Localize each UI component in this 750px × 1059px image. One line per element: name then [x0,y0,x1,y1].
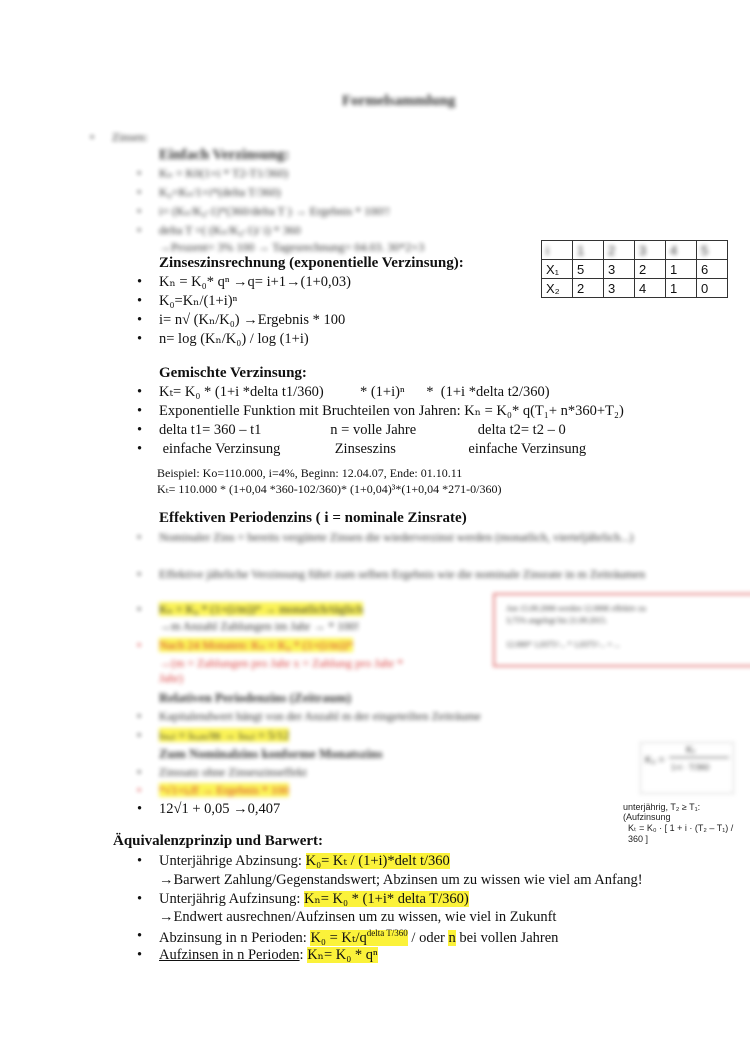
list-item: • Kₙ = K₀* qⁿ →q= i+1→(1+0,03) [159,274,351,291]
list-item: • Zinssatz ohne Zinseszinseffekt [159,765,307,780]
list-item-sub: →(m = Zahlungen pro Jahr x = Zahlung pro Jahr * [159,656,404,670]
table-row: X₂ 2 3 4 1 0 [542,279,728,298]
unterjaehrig-formula: Kₜ = K₀ · [ 1 + i · (T₂ – T₁) / 360 ] [628,823,734,844]
list-item: • i= (Kₙ/K₀-1)*(360/delta T ) → Ergebnis * 100!! [159,204,390,219]
list-item: • Kₙ = K₀ * (1+(i/m))ᵐ → monatlich/täglich [159,602,363,617]
aequivalenz-heading: Äquivalenzprinzip und Barwert: [113,833,324,849]
list-item: • Kₜ= K₀ * (1+i *delta t1/360) * (1+i)ⁿ * (1+i *delta t2/360) [159,384,550,401]
beispiel-line-1: Beispiel: Ko=110.000, i=4%, Beginn: 12.04.07, Ende: 01.10.11 [157,466,463,480]
list-item: • Nach 24 Monaten: Kₙ = K₀ * (1+(i/m))ᵐ [159,638,353,653]
list-item: • Effektive jährliche Verzinsung führt zum selben Ergebnis wie die nominale Zinsrate in m Zeiträumen [159,567,645,582]
list-item: • delta t1= 360 – t1 n = volle Jahre delta t2= t2 – 0 [159,422,566,439]
list-item: • Aufzinsen in n Perioden: Kₙ= K₀ * qⁿ [159,947,378,964]
list-item: • iₘₑₗ = iₙₒₘ/m → iₘₑₗ = 5/12 [159,728,289,743]
list-item: • delta T =( (Kₙ/K₀-1)/ i) * 360 [159,223,301,238]
list-item: • ᵐ√1+iₑff → Ergebnis * 100 [159,783,289,798]
relativ-heading: Relativen Periodenzins (Zeitraum) [159,690,352,705]
page-title: Formelsammlung [342,93,456,109]
list-item: • Exponentielle Funktion mit Bruchteilen von Jahren: Kₙ = K₀* q(T₁+ n*360+T₂) [159,403,624,420]
unterjaehrig-label: unterjährig, T₂ ≥ T₁: (Aufzinsung [623,802,701,822]
list-item: • Kₙ = K0(1+i * T2-T1/360) [159,166,288,181]
zinsen-label: • Zinsen: [112,130,148,145]
list-item: • Nominaler Zins = bereits vergütete Zinsen die wiederverzinst werden (monatlich, vierteljährlich...) [159,530,633,545]
list-item: • Unterjährig Aufzinsung: Kₙ= K₀ * (1+i* delta T/360) [159,891,469,908]
list-item: • i= n√ (Kₙ/K₀) →Ergebnis * 100 [159,312,345,329]
list-item: • Unterjährige Abzinsung: K₀= Kₜ / (1+i)*delt t/360 [159,853,450,870]
example-box-line: 12.000* 1,0375^... * 1,0375^... = ... [506,640,621,649]
table-row: X₁ 5 3 2 1 6 [542,260,728,279]
einfach-heading: Einfach Verzinsung: [159,147,290,163]
list-item: • 12√1 + 0,05 →0,407 [159,801,280,818]
beispiel-line-2: Kₜ= 110.000 * (1+0,04 *360-102/360)* (1+0,04)³*(1+0,04 *271-0/360) [157,482,502,496]
list-item: • einfache Verzinsung Zinseszins einfache Verzinsung [159,441,586,458]
list-item: • n= log (Kₙ/K₀) / log (1+i) [159,331,309,348]
list-item-sub: →m Anzahl Zahlungen im Jahr → * 100! [159,619,360,633]
list-item-sub: →Barwert Zahlung/Gegenstandswert; Abzinsen um zu wissen wie viel am Anfang! [159,872,643,888]
list-item: • K₀=Kₙ/(1+i)ⁿ [159,293,237,310]
gemischt-heading: Gemischte Verzinsung: [159,365,307,381]
list-item: • Abzinsung in n Perioden: $K_0 = K_t/q^{delta T/360}$ / oder n bei vollen Jahren [159,928,558,947]
table-row: i 1 2 3 4 5 [542,241,728,260]
zinseszins-heading: Zinseszinsrechnung (exponentielle Verzinsung): [159,255,464,271]
konform-heading: Zum Nominalzins konforme Monatszins [159,746,383,761]
list-item: • K₀=Kₙ/1+i*(delta T/360) [159,185,281,200]
list-item-sub: →Prozent= 3% 100 → Tagesrechnung= 04.03. 30*2+3 [159,240,425,254]
list-item-sub: Jahr) [159,671,183,685]
x-values-table [541,240,728,298]
effektiv-heading: Effektiven Periodenzins ( i = nominale Zinsrate) [159,510,467,526]
example-box-line: 3,75% angelegt bis 21.09.2015. [506,616,608,625]
k0-formula-image: K₀ = Kₜ 1+i · T/360 [640,742,734,794]
example-box-line: Am 15.09.2006 werden 12.000€ effektiv zu [506,604,646,613]
list-item-sub: →Endwert ausrechnen/Aufzinsen um zu wissen, wie viel in Zukunft [159,909,557,925]
list-item: • Kapitalendwert hängt von der Anzahl m der eingeteilten Zeiträume [159,709,481,724]
